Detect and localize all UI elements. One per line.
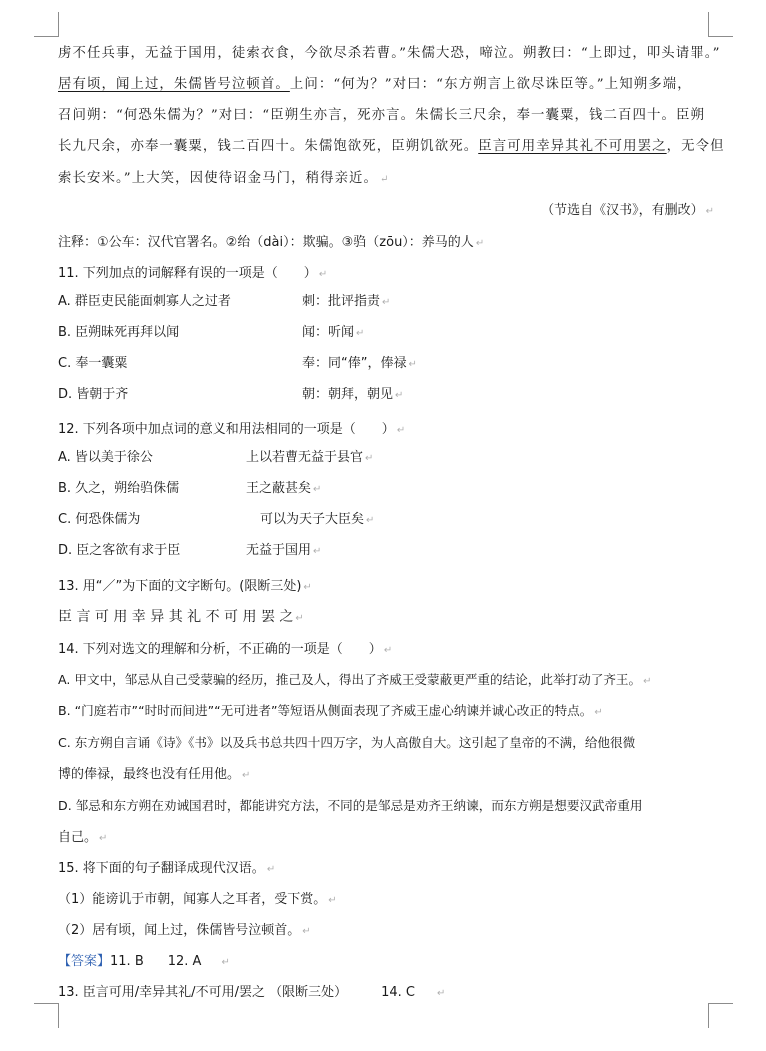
question-12-option-d-compare: 无益于国用 ↵ xyxy=(246,543,322,558)
question-11-option-c: C. 奉一囊粟 xyxy=(58,356,128,371)
question-11-option-a-meaning: 刺：批评指责 ↵ xyxy=(302,294,391,309)
passage-source: （节选自《汉书》，有删改） ↵ xyxy=(541,203,714,218)
answer-14: 14. C xyxy=(381,985,415,1000)
question-12-option-c: C. 何恐侏儒为 xyxy=(58,512,141,527)
passage-line-2 xyxy=(58,73,692,92)
passage-line-3 xyxy=(58,104,705,123)
page-corner-mark-bottom-right xyxy=(708,1003,733,1028)
passage-text: 索长安米。”上大笑，因使待诏金马门，稍得亲近。 xyxy=(58,171,379,186)
answer-line-2: 13. 臣言可用/幸异其礼/不可用/罢之 （限断三处） 14. C ↵ xyxy=(58,985,446,1000)
question-12-option-a: A. 皆以美于徐公 xyxy=(58,450,153,465)
question-14-option-d-line-1: D. 邹忌和东方朔在劝诫国君时，都能讲究方法，不同的是邹忌是劝齐王纳谏，而东方朔是想要汉武帝重用 xyxy=(58,798,643,813)
question-14-option-c-line-1: C. 东方朔自言诵《诗》《书》以及兵书总共四十四万字，为人高傲自大。这引起了皇帝的不满，给他很微 xyxy=(58,735,636,750)
passage-text: 长九尺余，亦奉一囊粟，钱二百四十。朱儒饱欲死，臣朔饥欲死。 xyxy=(58,139,479,154)
passage-line-4 xyxy=(58,135,725,154)
answer-13: 13. 臣言可用/幸异其礼/不可用/罢之 （限断三处） xyxy=(58,985,348,1000)
answer-line-1: 【答案】11. B 12. A ↵ xyxy=(58,954,230,969)
question-11-option-a: A. 群臣吏民能面刺寡人之过者 xyxy=(58,294,231,309)
question-15-stem: 15. 将下面的句子翻译成现代汉语。 ↵ xyxy=(58,861,276,876)
page-corner-mark-bottom-left xyxy=(34,1003,59,1028)
question-13-stem: 13. 用“／”为下面的文字断句。(限断三处) ↵ xyxy=(58,579,312,594)
question-15-sentence-1: （1）能谤讥于市朝，闻寡人之耳者，受下赏。 ↵ xyxy=(58,892,337,907)
passage-text: ，无令但 xyxy=(666,139,725,154)
question-14-option-a: A. 甲文中，邹忌从自己受蒙骗的经历，推己及人，得出了齐威王受蒙蔽更严重的结论，此举打动了齐王。 ↵ xyxy=(58,672,652,687)
passage-text: 上问：“何为？”对曰：“东方朔言上欲尽诛臣等。”上知朔多端， xyxy=(289,77,692,92)
question-13-text: 臣 言 可 用 幸 异 其 礼 不 可 用 罢 之 ↵ xyxy=(58,609,304,625)
question-11-option-d: D. 皆朝于齐 xyxy=(58,387,129,402)
question-14-option-d-line-2: 自己。 ↵ xyxy=(58,830,108,845)
question-12-option-b-compare: 王之蔽甚矣 ↵ xyxy=(246,481,322,496)
page-corner-mark-top-left xyxy=(34,12,59,37)
question-11-option-b-meaning: 闻：听闻 ↵ xyxy=(302,325,365,340)
question-14-stem: 14. 下列对选文的理解和分析，不正确的一项是（ ） ↵ xyxy=(58,642,393,657)
question-12-stem: 12. 下列各项中加点词的意义和用法相同的一项是（ ） ↵ xyxy=(58,422,406,437)
source-citation: （节选自《汉书》，有删改） xyxy=(541,203,704,218)
question-15-sentence-2: （2）居有顷，闻上过，侏儒皆号泣顿首。 ↵ xyxy=(58,923,311,938)
passage-text: 召问朔：“何恐朱儒为？”对曰：“臣朔生亦言，死亦言。朱儒长三尺余，奉一囊粟，钱二百四十。臣朔 xyxy=(58,108,705,123)
annotation-note: 注释：①公车：汉代官署名。②绐（dài）：欺骗。③驺（zōu）：养马的人 ↵ xyxy=(58,235,485,250)
answer-12: 12. A xyxy=(167,954,202,969)
question-11-stem: 11. 下列加点的词解释有误的一项是（ ） ↵ xyxy=(58,266,328,281)
note-text: 注释：①公车：汉代官署名。②绐（dài）：欺骗。③驺（zōu）：养马的人 xyxy=(58,235,474,250)
page-corner-mark-top-right xyxy=(708,12,733,37)
answer-tag: 【答案】 xyxy=(58,954,111,969)
question-11-option-c-meaning: 奉：同“俸”，俸禄 ↵ xyxy=(302,356,417,371)
question-12-option-c-compare: 可以为天子大臣矣 ↵ xyxy=(260,512,375,527)
passage-underlined-sentence: 居有顷，闻上过，朱儒皆号泣顿首。 xyxy=(58,77,290,92)
question-12-option-b: B. 久之，朔绐驺侏儒 xyxy=(58,481,180,496)
question-11-option-d-meaning: 朝：朝拜，朝见 ↵ xyxy=(302,387,404,402)
question-12-option-d: D. 臣之客欲有求于臣 xyxy=(58,543,181,558)
question-14-option-c-line-2: 博的俸禄，最终也没有任用他。 ↵ xyxy=(58,767,251,782)
question-11-option-b: B. 臣朔昧死再拜以闻 xyxy=(58,325,180,340)
question-14-option-b: B. “门庭若市”“时时而间进”“无可进者”等短语从侧面表现了齐威王虚心纳谏并诚心改正的特点。 ↵ xyxy=(58,703,603,718)
answer-11: 11. B xyxy=(110,954,144,969)
passage-text: 虏不任兵事，无益于国用，徒索衣食，今欲尽杀若曹。”朱儒大恐，啼泣。朔教曰：“上即过，叩头请罪。” xyxy=(58,46,721,61)
passage-underlined-sentence: 臣言可用幸异其礼不可用罢之 xyxy=(478,139,667,154)
question-12-option-a-compare: 上以若曹无益于县官 ↵ xyxy=(246,450,374,465)
passage-line-5: 索长安米。”上大笑，因使待诏金马门，稍得亲近。 ↵ xyxy=(58,171,390,186)
passage-line-1 xyxy=(58,42,721,61)
